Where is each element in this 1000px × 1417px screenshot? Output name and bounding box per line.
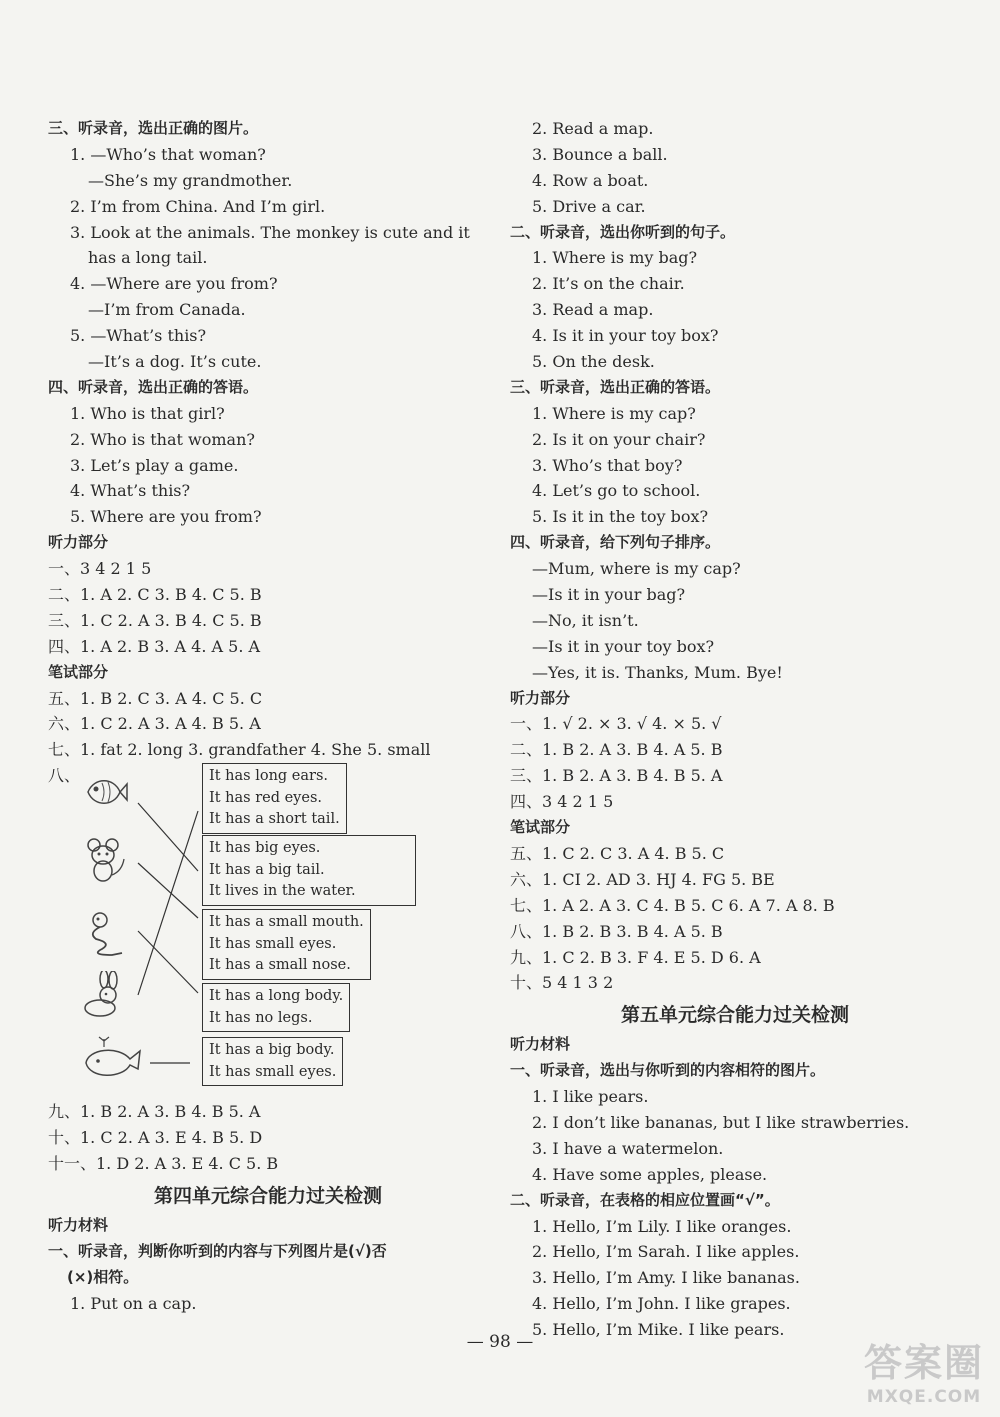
text-line: 3. Hello, I’m Amy. I like bananas. — [532, 1268, 800, 1288]
text-line: —Is it in your toy box? — [532, 636, 715, 656]
match-text: It has a big tail. — [209, 861, 325, 878]
matching-exercise — [48, 763, 488, 1099]
answer-line: 十、5 4 1 3 2 — [510, 973, 614, 993]
watermark-text: 答案圈 — [863, 1341, 984, 1385]
answer-line: 二、1. B 2. A 3. B 4. A 5. B — [510, 740, 723, 760]
match-text: It has red eyes. — [209, 789, 323, 806]
text-line: 2. Who is that woman? — [70, 429, 255, 449]
text-line: 5. Hello, I’m Mike. I like pears. — [532, 1320, 785, 1340]
listening-heading: 听力部分 — [510, 688, 571, 707]
match-text: It has a short tail. — [209, 811, 340, 828]
text-line: 4. Row a boat. — [532, 170, 649, 190]
section-heading: 二、听录音，在表格的相应位置画“√”。 — [510, 1190, 780, 1209]
text-line: 1. —Who’s that woman? — [70, 144, 266, 164]
answer-line: 九、1. C 2. B 3. F 4. E 5. D 6. A — [510, 947, 761, 967]
answer-line: 十一、1. D 2. A 3. E 4. C 5. B — [48, 1154, 279, 1174]
match-box — [202, 909, 371, 980]
text-line: 1. Where is my bag? — [532, 248, 698, 268]
text-line: 2. Read a map. — [532, 119, 654, 138]
text-line: 4. Let’s go to school. — [532, 481, 701, 501]
match-text: It has no legs. — [209, 1009, 313, 1026]
answer-line: 三、1. B 2. A 3. B 4. B 5. A — [510, 766, 723, 786]
answer-line: 一、3 4 2 1 5 — [48, 559, 152, 579]
section-heading: 四、听录音，选出正确的答语。 — [48, 377, 259, 396]
match-text: It has small eyes. — [209, 1063, 337, 1080]
answer-line: 三、1. C 2. A 3. B 4. C 5. B — [48, 610, 262, 630]
text-line: —She’s my grandmother. — [88, 170, 293, 190]
text-line: 2. Hello, I’m Sarah. I like apples. — [532, 1242, 800, 1262]
match-box — [202, 983, 350, 1032]
text-line: 3. Read a map. — [532, 300, 654, 320]
answer-line: 七、1. fat 2. long 3. grandfather 4. She 5. small — [48, 740, 431, 760]
text-line: 2. I don’t like bananas, but I like strawberries. — [532, 1112, 910, 1132]
section-heading: 四、听录音，给下列句子排序。 — [510, 533, 721, 552]
page-number: — 98 — — [466, 1332, 534, 1352]
match-text: It has long ears. — [209, 768, 329, 785]
unit-title: 第五单元综合能力过关检测 — [620, 1004, 849, 1027]
answer-line: 六、1. C 2. A 3. A 4. B 5. A — [48, 714, 261, 734]
match-text: It has big eyes. — [209, 840, 321, 857]
right-column — [510, 116, 960, 1343]
match-text: It has a small nose. — [209, 957, 351, 974]
material-heading: 听力材料 — [48, 1215, 109, 1234]
match-box — [202, 1037, 343, 1086]
answer-line: 二、1. A 2. C 3. B 4. C 5. B — [48, 585, 262, 605]
answer-line: 一、1. √ 2. × 3. √ 4. × 5. √ — [510, 714, 722, 734]
text-line: 5. —What’s this? — [70, 326, 207, 346]
text-line: 5. Drive a car. — [532, 196, 646, 216]
section-heading: 一、听录音，选出与你听到的内容相符的图片。 — [510, 1061, 826, 1080]
answer-line: 十、1. C 2. A 3. E 4. B 5. D — [48, 1128, 263, 1148]
text-line: 2. Is it on your chair? — [532, 429, 706, 449]
text-line: 5. Where are you from? — [70, 507, 262, 527]
section-heading: 一、听录音，判断你听到的内容与下列图片是(√)否 — [48, 1241, 387, 1260]
match-text: It has small eyes. — [209, 935, 337, 952]
text-line: —I’m from Canada. — [88, 300, 246, 320]
text-line: 1. Who is that girl? — [70, 403, 225, 423]
answer-line: 五、1. C 2. C 3. A 4. B 5. C — [510, 843, 725, 863]
watermark-logo — [864, 1332, 984, 1407]
text-line: 4. —Where are you from? — [70, 274, 278, 294]
text-line: 3. Bounce a ball. — [532, 144, 668, 164]
text-line: 5. On the desk. — [532, 352, 655, 372]
text-line: 4. Hello, I’m John. I like grapes. — [532, 1294, 791, 1314]
text-line: 2. It’s on the chair. — [532, 274, 685, 294]
text-line: 4. Is it in your toy box? — [532, 326, 719, 346]
answer-line: 八、1. B 2. B 3. B 4. A 5. B — [510, 921, 723, 941]
text-line: has a long tail. — [88, 248, 208, 268]
text-line: 1. Where is my cap? — [532, 403, 696, 423]
section-heading-cont: (×)相符。 — [67, 1267, 139, 1286]
written-heading: 笔试部分 — [510, 818, 571, 837]
section-heading: 三、听录音，选出正确的答语。 — [510, 377, 721, 396]
answer-line: 五、1. B 2. C 3. A 4. C 5. C — [48, 688, 263, 708]
text-line: 3. Let’s play a game. — [70, 455, 239, 475]
text-line: —Mum, where is my cap? — [532, 559, 741, 579]
answer-line: 九、1. B 2. A 3. B 4. B 5. A — [48, 1102, 261, 1122]
watermark-url: MXQE.COM — [866, 1387, 982, 1407]
answer-line: 四、1. A 2. B 3. A 4. A 5. A — [48, 636, 261, 656]
answer-line: 七、1. A 2. A 3. C 4. B 5. C 6. A 7. A 8. B — [510, 895, 835, 915]
text-line: 3. Look at the animals. The monkey is cute and it — [70, 222, 470, 242]
section-heading: 二、听录音，选出你听到的句子。 — [510, 222, 736, 241]
unit-title: 第四单元综合能力过关检测 — [153, 1184, 382, 1207]
match-text: It has a long body. — [209, 988, 344, 1005]
text-line: 3. I have a watermelon. — [532, 1138, 724, 1158]
answer-line: 六、1. CI 2. AD 3. HJ 4. FG 5. BE — [510, 869, 775, 889]
left-column — [48, 116, 488, 1317]
text-line: —Yes, it is. Thanks, Mum. Bye! — [532, 662, 783, 682]
section-heading: 三、听录音，选出正确的图片。 — [48, 119, 259, 137]
text-line: 4. What’s this? — [70, 481, 191, 501]
match-box — [202, 763, 347, 834]
text-line: 3. Who’s that boy? — [532, 455, 683, 475]
section-label: 八、 — [48, 766, 81, 786]
text-line: 5. Is it in the toy box? — [532, 507, 709, 527]
text-line: 1. Hello, I’m Lily. I like oranges. — [532, 1216, 792, 1236]
match-text: It lives in the water. — [209, 883, 356, 900]
answer-line: 四、3 4 2 1 5 — [510, 792, 614, 812]
text-line: 1. I like pears. — [532, 1087, 649, 1107]
text-line: —It’s a dog. It’s cute. — [88, 352, 262, 372]
material-heading: 听力材料 — [510, 1035, 571, 1054]
match-box — [202, 835, 416, 906]
text-line: 2. I’m from China. And I’m girl. — [70, 196, 326, 216]
listening-heading: 听力部分 — [48, 533, 109, 552]
text-line: —No, it isn’t. — [532, 610, 639, 630]
written-heading: 笔试部分 — [48, 662, 109, 681]
match-text: It has a small mouth. — [209, 914, 364, 931]
match-text: It has a big body. — [209, 1042, 335, 1059]
text-line: —Is it in your bag? — [532, 585, 686, 605]
text-line: 4. Have some apples, please. — [532, 1164, 768, 1184]
text-line: 1. Put on a cap. — [70, 1293, 197, 1313]
